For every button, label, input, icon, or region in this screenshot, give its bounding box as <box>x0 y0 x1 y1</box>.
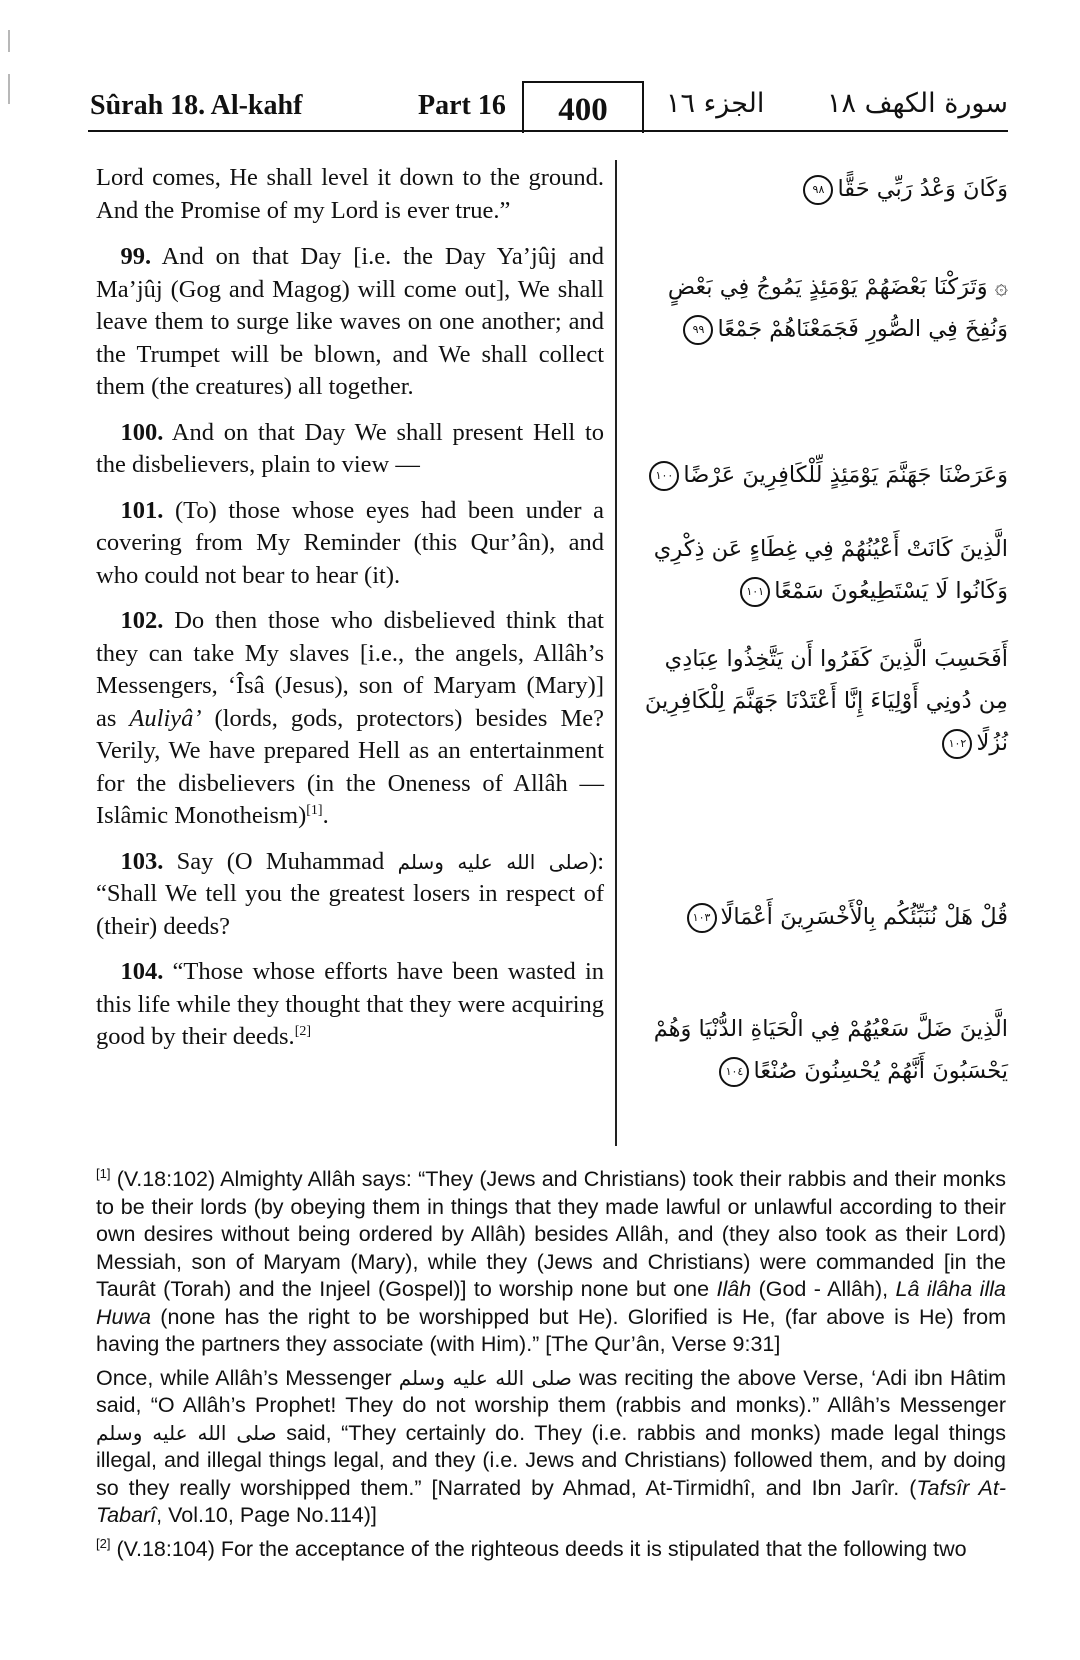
arabic-verse-98: وَكَانَ وَعْدُ رَبِّي حَقًّا٩٨ <box>636 168 1008 210</box>
page-header <box>88 80 1008 136</box>
salawat-text: صلى الله عليه وسلم <box>397 849 590 874</box>
ayah-end-icon: ١٠٣ <box>687 903 717 933</box>
ayah-end-icon: ١٠١ <box>740 577 770 607</box>
verse-104: 104. “Those whose efforts have been wasted in this life while they thought that they were acquiring good by their deeds.[2] <box>96 958 605 1050</box>
scan-edge-mark <box>8 30 10 52</box>
verse-102: 102. Do then those who disbelieved think that they can take My slaves [i.e., the angels, Allâh’s Messengers, ‘Îsâ (Jesus), son of Maryam (Mary)] as Auliyâ’ (lords, gods, protectors) besides Me? Verily, We have prepared Hell as an entertainment for the disbelievers (in the Oneness of Allâh — Islâmic Monotheism)[1]. <box>96 607 604 829</box>
page-number: 400 <box>522 81 644 133</box>
arabic-verse-103: قُلْ هَلْ نُنَبِّئُكُم بِالْأَخْسَرِينَ أَعْمَالًا١٠٣ <box>636 896 1008 938</box>
scan-edge-mark <box>8 74 10 104</box>
verse-number: 102. <box>120 607 164 634</box>
translation-column <box>96 162 604 1067</box>
verse-number: 104. <box>120 958 164 985</box>
italic-term: Auliyâ’ <box>129 704 202 732</box>
surah-title: Sûrah 18. Al-kahf <box>90 90 303 121</box>
verse-number: 101. <box>120 496 164 524</box>
arabic-verse-100: وَعَرَضْنَا جَهَنَّمَ يَوْمَئِذٍ لِّلْكَافِرِينَ عَرْضًا١٠٠ <box>636 454 1008 496</box>
salawat-text: صلى الله عليه وسلم <box>398 1365 572 1390</box>
part-label: Part 16 <box>418 90 506 121</box>
arabic-verse-99: ۞ وَتَرَكْنَا بَعْضَهُمْ يَوْمَئِذٍ يَمُوجُ فِي بَعْضٍ وَنُفِخَ فِي الصُّورِ فَجَمَعْنَاهُمْ جَمْعًا٩٩ <box>636 266 1008 350</box>
ayah-end-icon: ١٠٠ <box>649 461 679 491</box>
verse-number: 99. <box>120 243 152 270</box>
verse-103: 103. Say (O Muhammad صلى الله عليه وسلم): “Shall We tell you the greatest losers in respect of (their) deeds? <box>96 847 605 940</box>
footnotes <box>96 1166 1006 1569</box>
verse-99: 99. And on that Day [i.e. the Day Ya’jûj and Ma’jûj (Gog and Magog) will come out], We shall leave them to surge like waves on one another; and the Trumpet will be blown, and We shall collect them (the creatures) all together. <box>96 243 604 400</box>
arabic-verse-102: أَفَحَسِبَ الَّذِينَ كَفَرُوا أَن يَتَّخِذُوا عِبَادِي مِن دُونِي أَوْلِيَاءَ إِنَّا أَعْتَدْنَا جَهَنَّمَ لِلْكَافِرِينَ نُزُلًا١٠٢ <box>636 638 1008 764</box>
arabic-verse-104: الَّذِينَ ضَلَّ سَعْيُهُمْ فِي الْحَيَاةِ الدُّنْيَا وَهُمْ يَحْسَبُونَ أَنَّهُمْ يُحْسِنُونَ صُنْعًا١٠٤ <box>636 1008 1008 1092</box>
salawat-text: صلى الله عليه وسلم <box>96 1420 277 1445</box>
header-rule <box>88 130 1008 132</box>
ayah-end-icon: ٩٨ <box>803 175 833 205</box>
footnote-marker: [1] <box>96 1165 111 1181</box>
footnote-ref[interactable]: [2] <box>294 1023 312 1039</box>
verse-number: 100. <box>120 418 164 446</box>
column-divider <box>615 160 617 1146</box>
verse-number: 103. <box>120 847 164 875</box>
footnote-1: [1] (V.18:102) Almighty Allâh says: “They (Jews and Christians) took their rabbis and their monks to be their lords (by obeying them in things that they made lawful or unlawful according to their own desires without being ordered by Allâh) besides Allâh, and (they also took as their Lord) Messiah, son of Maryam (Mary), while they (Jews and Christians) were commanded [in the Taurât (Torah) and the Injeel (Gospel)] to worship none but one Ilâh (God - Allâh), Lâ ilâha illa Huwa (none has the right to be worshipped but He). Glorified is He, (far above is He) from having the partners they associate (with Him).” [The Qur’ân, Verse 9:31] <box>96 1165 1007 1356</box>
arabic-part-label: الجزء ١٦ <box>666 88 765 119</box>
verse-98-continuation: Lord comes, He shall level it down to the ground. And the Promise of my Lord is ever true.” <box>96 164 604 224</box>
footnote-marker: [2] <box>96 1535 111 1551</box>
arabic-surah-title: سورة الكهف ١٨ <box>827 88 1008 119</box>
ayah-end-icon: ١٠٤ <box>719 1057 749 1087</box>
ayah-end-icon: ١٠٢ <box>942 729 972 759</box>
ayah-end-icon: ٩٩ <box>683 315 713 345</box>
footnote-2: [2] (V.18:104) For the acceptance of the righteous deeds it is stipulated that the following two <box>96 1535 967 1561</box>
footnote-ref[interactable]: [1] <box>306 802 323 818</box>
verse-100: 100. And on that Day We shall present Hell to the disbelievers, plain to view — <box>96 418 604 478</box>
verse-101: 101. (To) those whose eyes had been under a covering from My Reminder (this Qur’ân), and who could not bear to hear (it). <box>96 496 605 589</box>
footnote-1-continued: Once, while Allâh’s Messenger صلى الله عليه وسلم was reciting the above Verse, ‘Adi ibn Hâtim said, “O Allâh’s Prophet! They do not worship them (rabbis and monks).” Allâh’s Messenger صلى الله عليه وسلم said, “They certainly do. They (i.e. rabbis and monks) made legal things illegal, and illegal things legal, and they (i.e. Jews and Christians) followed them, and by doing so they really worshipped them.” [Narrated by Ahmad, At-Tirmidhî, and Ibn Jarîr. (Tafsîr At-Tabarî, Vol.10, Page No.114)] <box>96 1365 1006 1527</box>
arabic-verse-101: الَّذِينَ كَانَتْ أَعْيُنُهُمْ فِي غِطَاءٍ عَن ذِكْرِي وَكَانُوا لَا يَسْتَطِيعُونَ سَمْعًا١٠١ <box>636 528 1008 612</box>
